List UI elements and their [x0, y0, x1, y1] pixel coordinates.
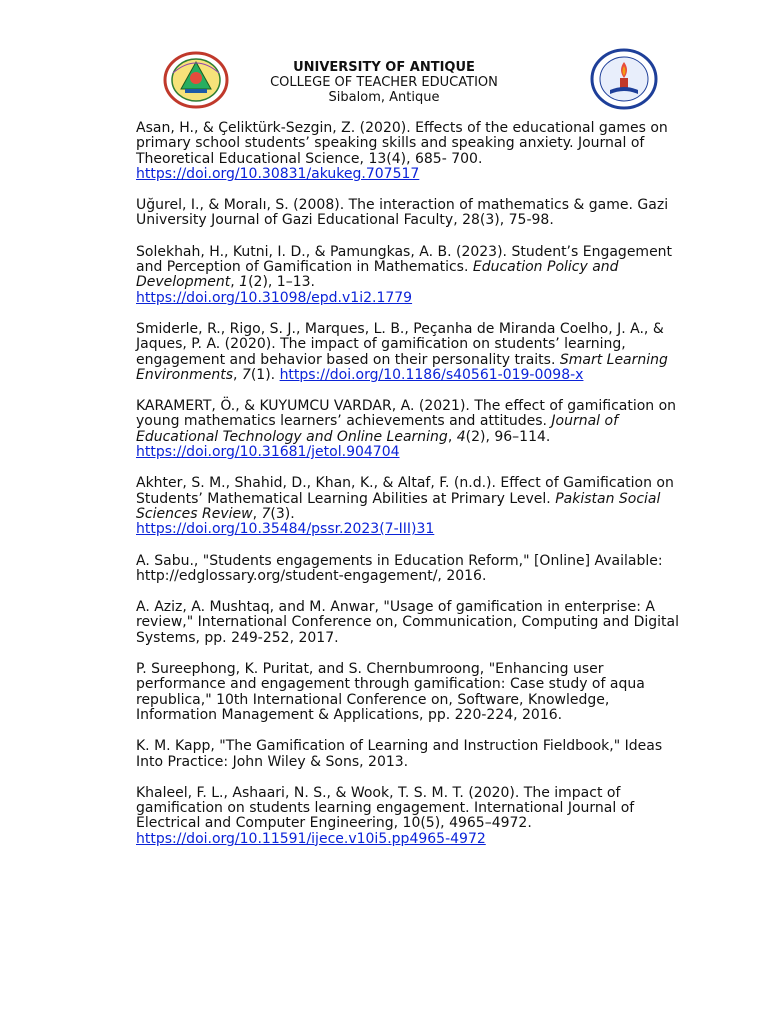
reference-text: Smiderle, R., Rigo, S. J., Marques, L. B., Peçanha de Miranda Coelho, J. A., & Jaques, P. A. (2020). The impact of gamification on students’ learning, engagement and behavior based on their personality traits. — [136, 320, 664, 368]
reference-entry — [136, 600, 681, 646]
reference-text: (1). — [250, 366, 280, 383]
reference-text: A. Sabu., "Students engagements in Education Reform," [Online] Available: http://edglossary.org/student-engagement/, 2016. — [136, 552, 663, 584]
reference-entry — [136, 322, 681, 383]
reference-entry — [136, 399, 681, 460]
reference-entry — [136, 662, 681, 723]
reference-entry — [136, 786, 681, 847]
volume: 7 — [261, 505, 271, 522]
reference-entry — [136, 198, 681, 229]
doi-link[interactable]: https://doi.org/10.31681/jetol.904704 — [136, 444, 400, 461]
location: Sibalom, Antique — [328, 90, 440, 105]
reference-entry — [136, 476, 681, 537]
reference-text: KARAMERT, Ö., & KUYUMCU VARDAR, A. (2021). The effect of gamification on young mathematics learners’ achievements and attitudes. — [136, 398, 677, 430]
reference-entry — [136, 554, 681, 585]
reference-text: , — [252, 505, 262, 522]
reference-text: K. M. Kapp, "The Gamification of Learning and Instruction Fieldbook," Ideas Into Practice: John Wiley & Sons, 2013. — [136, 738, 663, 770]
doi-link[interactable]: https://doi.org/10.35484/pssr.2023(7-III)31 — [136, 521, 435, 538]
volume: 7 — [241, 366, 251, 383]
volume: 1 — [239, 274, 249, 291]
reference-text: Akhter, S. M., Shahid, D., Khan, K., & Altaf, F. (n.d.). Effect of Gamification on Students’ Mathematical Learning Abilities at Primary Level. — [136, 475, 674, 507]
reference-text: A. Aziz, A. Mushtaq, and M. Anwar, "Usage of gamification in enterprise: A review," International Conference on, Communication, Computing and Digital Systems, pp. 249-252, 2017. — [136, 599, 679, 646]
doi-link[interactable]: https://doi.org/10.31098/epd.v1i2.1779 — [136, 289, 413, 306]
reference-text: Asan, H., & Çeliktürk-Sezgin, Z. (2020). Effects of the educational games on primary school students’ speaking skills and speaking anxiety. Journal of Theoretical Educational Science, 13(4), 685- 700. — [136, 120, 668, 167]
reference-text: P. Sureephong, K. Puritat, and S. Chernbumroong, "Enhancing user performance and engagement through gamification: Case study of aqua republica," 10th International Conference on, Software, Knowledge, Information Management & Applications, pp. 220-224, 2016. — [136, 661, 645, 723]
journal-title: Smart Learning Environments — [136, 351, 668, 383]
doi-link[interactable]: https://doi.org/10.30831/akukeg.707517 — [136, 165, 420, 182]
reference-entry — [136, 245, 681, 306]
college-name: COLLEGE OF TEACHER EDUCATION — [270, 75, 498, 90]
journal-title: Pakistan Social Sciences Review — [136, 490, 661, 522]
reference-text: (2), 1–13. — [248, 274, 315, 291]
reference-text: (3). — [270, 505, 295, 522]
reference-text: (2), 96–114. — [465, 428, 551, 445]
university-name: UNIVERSITY OF ANTIQUE — [293, 60, 475, 75]
doi-link[interactable]: https://doi.org/10.1186/s40561-019-0098-x — [279, 366, 584, 383]
reference-entry — [136, 121, 681, 182]
journal-title: Education Policy and Development — [136, 259, 619, 291]
reference-text: Uğurel, I., & Moralı, S. (2008). The interaction of mathematics & game. Gazi University Journal of Gazi Educational Faculty, 28(3), 75-98. — [136, 197, 669, 229]
reference-text: Solekhah, H., Kutni, I. D., & Pamungkas, A. B. (2023). Student’s Engagement and Perception of Gamification in Mathematics. — [136, 243, 673, 276]
journal-title: Journal of Educational Technology and Online Learning — [136, 413, 619, 445]
volume: 4 — [456, 428, 466, 445]
reference-text: , — [233, 366, 242, 383]
reference-list — [136, 121, 681, 863]
reference-text: Khaleel, F. L., Ashaari, N. S., & Wook, T. S. M. T. (2020). The impact of gamification on students learning engagement. International Journal of Electrical and Computer Engineering, 10(5), 4965–4972. — [136, 784, 635, 832]
reference-text: , — [230, 274, 240, 291]
college-seal-icon — [590, 48, 658, 110]
doi-link[interactable]: https://doi.org/10.11591/ijece.v10i5.pp4965-4972 — [136, 830, 486, 847]
reference-entry — [136, 739, 681, 770]
reference-text: , — [447, 428, 457, 445]
